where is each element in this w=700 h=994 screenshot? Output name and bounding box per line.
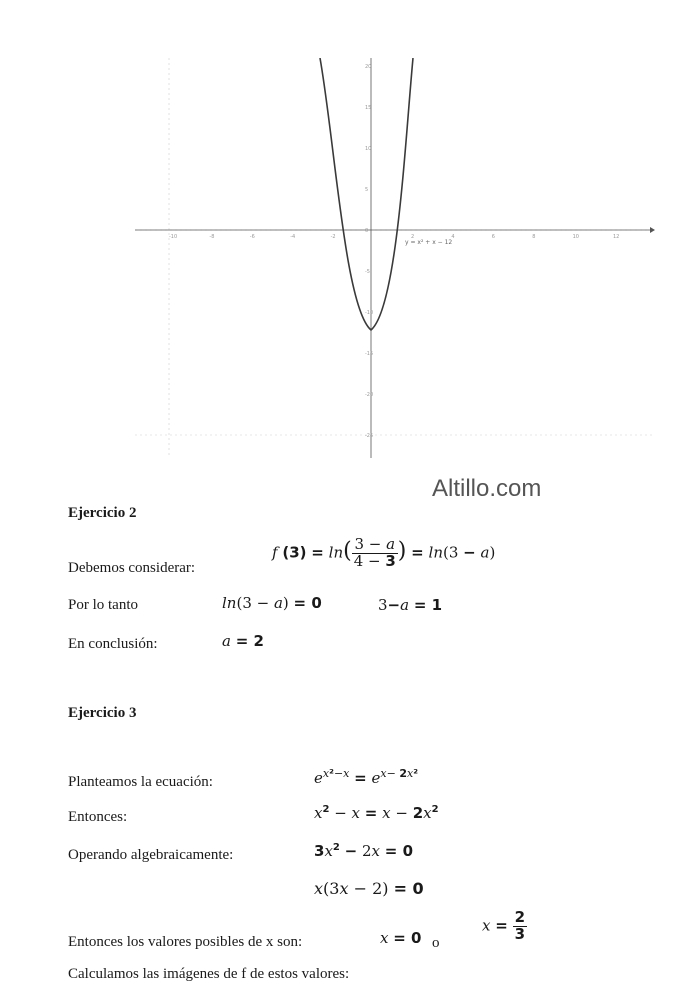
y-tick-label: 0 xyxy=(365,228,369,234)
x-axis-arrow xyxy=(650,227,655,233)
parabola-curve xyxy=(320,58,413,330)
ejercicio-3-title: Ejercicio 3 xyxy=(68,705,137,721)
ej3-line3-formula: $3x^2 - 2x = 0$ xyxy=(314,842,414,860)
x-tick-label: 8 xyxy=(532,234,536,240)
x-tick-label: -10 xyxy=(169,234,178,240)
x-tick-label: 4 xyxy=(451,234,455,240)
x-tick-label: -2 xyxy=(330,234,336,240)
ej3-line4-formula: x(3x − 2) = 0 xyxy=(314,879,424,898)
x-tick-label: -6 xyxy=(249,234,255,240)
y-tick-label: -10 xyxy=(365,310,374,316)
ej3-line2-formula: $x^2 - x = x - 2x^2$ xyxy=(314,804,439,822)
x-tick-label: 10 xyxy=(572,234,579,240)
watermark-logo: Altillo.com xyxy=(432,475,542,502)
ej3-line1-label: Planteamos la ecuación: xyxy=(68,774,213,790)
ej3-line6-label: Calculamos las imágenes de f de estos valores: xyxy=(68,966,350,982)
ej3-line2-label: Entonces: xyxy=(68,809,128,825)
ej3-or-word: o xyxy=(432,935,440,951)
parabola-graph xyxy=(135,58,655,458)
ej2-line1-label: Debemos considerar: xyxy=(68,560,196,576)
ej3-line1-formula: $e^{x^2-x} = e^{x- 2x^2}$ xyxy=(314,767,419,787)
ej2-line2-formula-a: ln(3 − a) = 0 xyxy=(222,594,322,612)
ejercicio-2-title: Ejercicio 2 xyxy=(68,505,137,521)
x-tick-label: 6 xyxy=(491,234,495,240)
ej3-solution-x0: x = 0 xyxy=(380,929,422,947)
ej2-line3-formula: a = 2 xyxy=(222,632,264,650)
ej2-line2-formula-b: 3−a = 1 xyxy=(378,596,443,614)
grid-lines xyxy=(135,58,655,458)
ej3-solution-x23: x = $\frac{2}{3}$ xyxy=(482,908,526,943)
x-tick-label: 2 xyxy=(411,234,415,240)
y-tick-label: -15 xyxy=(365,351,374,357)
y-tick-label: 5 xyxy=(365,187,369,193)
x-tick-label: 12 xyxy=(613,234,620,240)
ej2-line2-label: Por lo tanto xyxy=(68,597,138,613)
ej2-line1-formula: f (3) = ln( $\frac{3 - a}{4 - 3}$ ) = ln(3 − a) xyxy=(272,535,496,570)
x-tick-label: -8 xyxy=(209,234,215,240)
y-tick-label: 15 xyxy=(365,105,372,111)
y-tick-label: -5 xyxy=(365,269,370,275)
y-tick-label: -20 xyxy=(365,392,374,398)
curve-equation-label: y = x² + x − 12 xyxy=(405,239,453,246)
ej3-line3-label: Operando algebraicamente: xyxy=(68,847,234,863)
x-tick-label: -4 xyxy=(290,234,296,240)
ej2-line3-label: En conclusión: xyxy=(68,636,158,652)
y-tick-label: 20 xyxy=(365,64,372,70)
y-tick-label: -25 xyxy=(365,433,374,439)
ej3-line5-label: Entonces los valores posibles de x son: xyxy=(68,934,303,950)
y-tick-label: 10 xyxy=(365,146,372,152)
